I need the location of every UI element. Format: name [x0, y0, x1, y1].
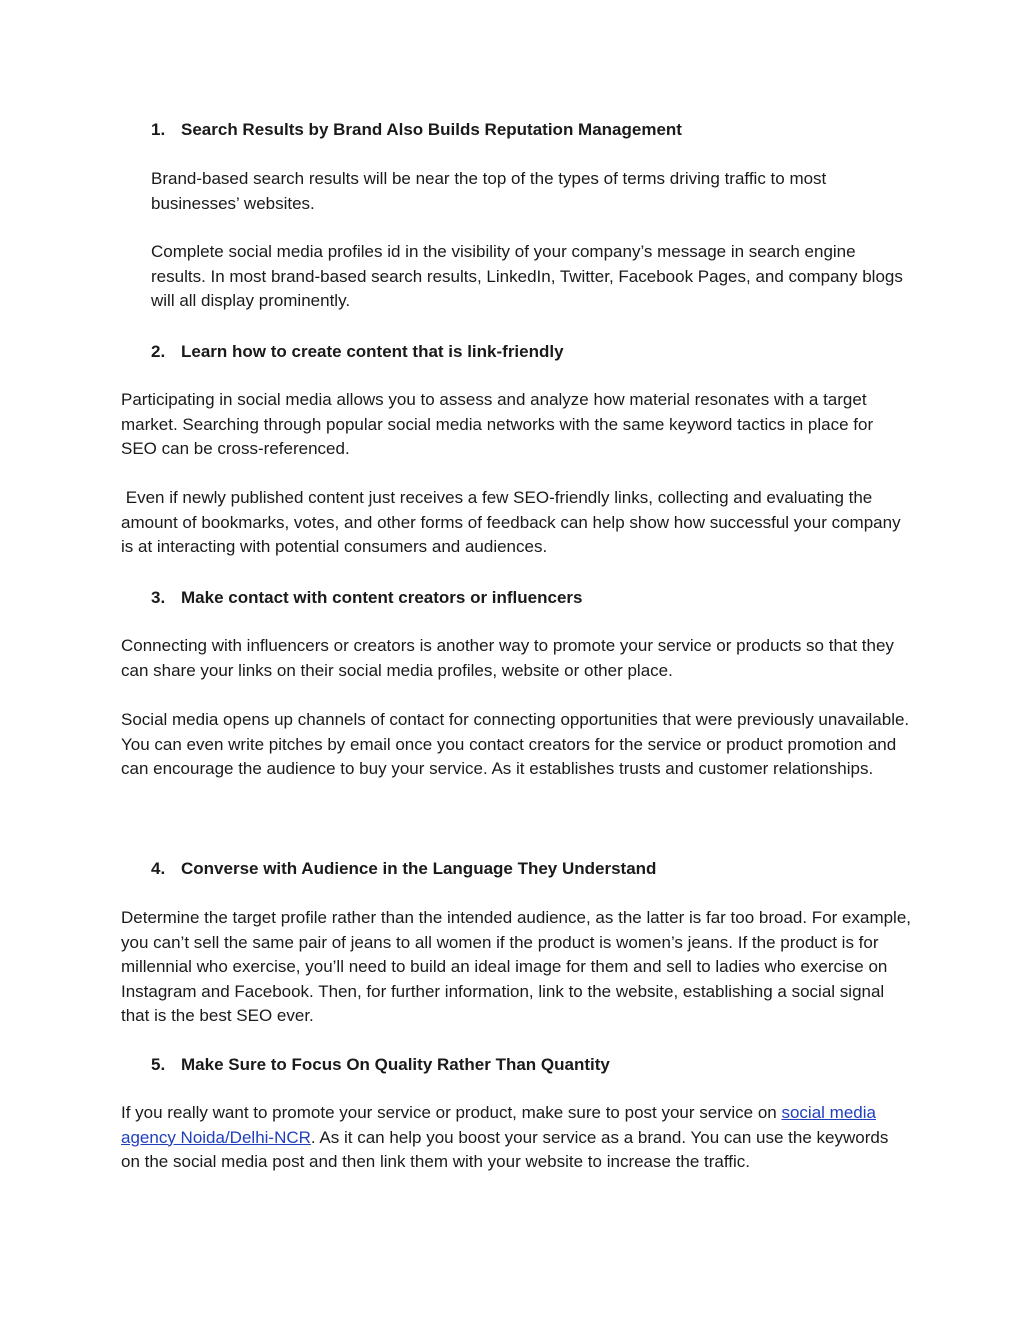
section-3-title: Make contact with content creators or influencers [181, 588, 583, 607]
section-4-title: Converse with Audience in the Language They Understand [181, 859, 657, 878]
section-1-paragraph-2: Complete social media profiles id in the visibility of your company’s message in search engine results. In most brand-based search results, LinkedIn, Twitter, Facebook Pages, and company blogs will all display prominently. [151, 242, 903, 310]
section-5-text-after-link: . As it can help you boost your service as a brand. You can use the keywords on the social media post and then link them with your website to increase the traffic. [121, 1127, 889, 1171]
section-2-heading [151, 340, 564, 364]
section-1-heading [151, 118, 682, 142]
section-1-paragraph-1: Brand-based search results will be near the top of the types of terms driving traffic to most businesses’ websites. [151, 169, 827, 213]
section-2-paragraph-2: Even if newly published content just receives a few SEO-friendly links, collecting and evaluating the amount of bookmarks, votes, and other forms of feedback can help show how successful your company is at interacting with potential consumers and audiences. [121, 488, 906, 556]
section-1-title: Search Results by Brand Also Builds Reputation Management [181, 120, 682, 139]
section-2-paragraph-1: Participating in social media allows you to assess and analyze how material resonates with a target market. Searching through popular social media networks with the same keyword tactics in place for SEO can be cross-referenced. [121, 390, 874, 458]
section-5-number: 5. [151, 1055, 166, 1074]
section-3-heading [151, 586, 582, 610]
section-3-paragraph-2: Social media opens up channels of contact for connecting opportunities that were previously unavailable. You can even write pitches by email once you contact creators for the service or product promotion and can encourage the audience to buy your service. As it establishes trusts and customer relationships. [121, 710, 910, 778]
section-2-number: 2. [151, 342, 166, 361]
section-3-paragraph-1: Connecting with influencers or creators is another way to promote your service or products so that they can share your links on their social media profiles, website or other place. [121, 636, 894, 680]
section-5-title: Make Sure to Focus On Quality Rather Than Quantity [181, 1055, 610, 1074]
section-4-paragraph-1: Determine the target profile rather than the intended audience, as the latter is far too broad. For example, you can’t sell the same pair of jeans to all women if the product is women’s jeans. If the product is for millennial who exercise, you’ll need to build an ideal image for them and sell to ladies who exercise on Instagram and Facebook. Then, for further information, link to the website, establishing a social signal that is the best SEO ever. [121, 908, 912, 1025]
section-4-heading [151, 857, 656, 881]
social-media-agency-link[interactable]: social media agency Noida/Delhi-NCR [121, 1103, 876, 1147]
section-5-text-before-link: If you really want to promote your service or product, make sure to post your service on [121, 1103, 782, 1122]
section-5-paragraph-1 [121, 1101, 911, 1175]
section-2-title: Learn how to create content that is link-friendly [181, 342, 564, 361]
section-5-heading [151, 1053, 610, 1077]
section-1-number: 1. [151, 120, 166, 139]
section-3-number: 3. [151, 588, 166, 607]
section-4-number: 4. [151, 859, 166, 878]
